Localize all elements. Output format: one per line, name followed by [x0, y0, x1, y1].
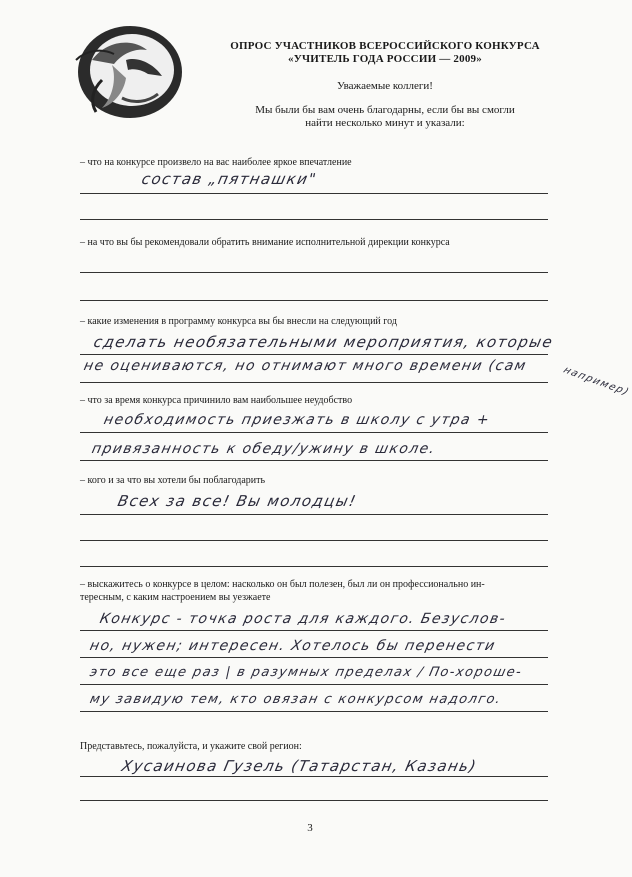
handwritten-answer: не оцениваются, но отнимают много времени (сам: [82, 358, 529, 374]
handwritten-answer: это все еще раз | в разумных пределах / По-хороше-: [88, 665, 524, 680]
answer-line: [80, 514, 548, 515]
handwritten-answer: привязанность к обеду/ужину в школе.: [90, 441, 438, 457]
answer-line: [80, 684, 548, 685]
handwritten-answer: Конкурс - точка роста для каждого. Безуслов-: [98, 611, 508, 627]
question-recommendation: – на что вы бы рекомендовали обратить внимание исполнительной дирекции конкурса: [80, 237, 450, 248]
region-prompt: Представьтесь, пожалуйста, и укажите свой регион:: [80, 741, 302, 752]
question-impression: – что на конкурсе произвело на вас наиболее яркое впечатление: [80, 157, 352, 168]
question-overall-cont: тересным, с каким настроением вы уезжаете: [80, 592, 271, 603]
greeting: Уважаемые коллеги!: [337, 80, 433, 92]
handwritten-answer: состав „пятнашки": [140, 170, 319, 188]
survey-title: ОПРОС УЧАСТНИКОВ ВСЕРОССИЙСКОГО КОНКУРСА: [230, 40, 540, 52]
answer-line: [80, 540, 548, 541]
answer-line: [80, 300, 548, 301]
answer-line: [80, 566, 548, 567]
answer-line: [80, 711, 548, 712]
answer-line: [80, 432, 548, 433]
answer-line: [80, 219, 548, 220]
question-program-changes: – какие изменения в программу конкурса вы бы внесли на следующий год: [80, 316, 397, 327]
answer-line: [80, 800, 548, 801]
intro-text: Мы были бы вам очень благодарны, если бы вы смогли: [255, 104, 515, 116]
question-gratitude: – кого и за что вы хотели бы поблагодарить: [80, 475, 266, 486]
survey-subtitle: «УЧИТЕЛЬ ГОДА РОССИИ — 2009»: [288, 53, 482, 65]
intro-text: найти несколько минут и указали:: [305, 117, 465, 129]
answer-line: [80, 657, 548, 658]
page-number: 3: [307, 822, 313, 834]
handwritten-answer: необходимость приезжать в школу с утра +: [102, 412, 492, 428]
answer-line: [80, 460, 548, 461]
answer-line: [80, 354, 548, 355]
answer-line: [80, 272, 548, 273]
answer-line: [80, 630, 548, 631]
question-overall: – выскажитесь о конкурсе в целом: насколько он был полезен, был ли он профессионально ин-: [80, 579, 485, 590]
handwritten-answer: сделать необязательными мероприятия, которые: [92, 333, 556, 351]
pelican-logo: [62, 20, 184, 120]
handwritten-answer: например): [561, 364, 632, 399]
handwritten-answer: но, нужен; интересен. Хотелось бы перенести: [88, 638, 498, 654]
answer-line: [80, 193, 548, 194]
question-inconvenience: – что за время конкурса причинило вам наибольшее неудобство: [80, 395, 353, 406]
answer-line: [80, 776, 548, 777]
answer-line: [80, 382, 548, 383]
handwritten-answer: Всех за все! Вы молодцы!: [116, 492, 359, 510]
handwritten-answer: му завидую тем, кто овязан с конкурсом надолго.: [88, 692, 503, 707]
handwritten-answer: Хусаинова Гузель (Татарстан, Казань): [120, 757, 479, 775]
